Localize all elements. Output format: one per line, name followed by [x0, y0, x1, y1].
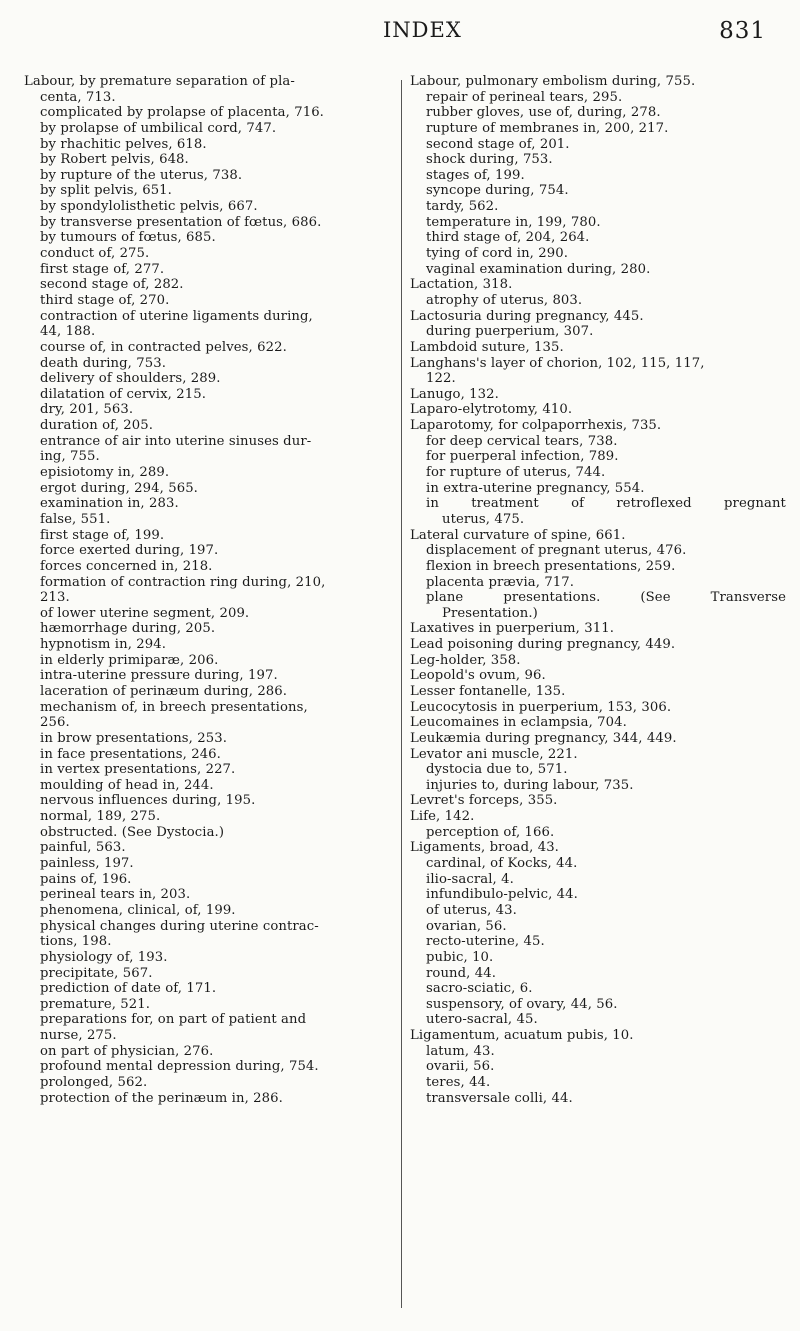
index-subentry: preparations for, on part of patient and [40, 1012, 307, 1028]
index-subentry: delivery of shoulders, 289. [40, 371, 221, 387]
index-subentry: tardy, 562. [426, 199, 499, 215]
index-entry: Leucocytosis in puerperium, 153, 306. [410, 699, 672, 715]
index-subentry: first stage of, 199. [40, 527, 165, 543]
index-subentry: painful, 563. [40, 840, 126, 856]
index-subentry: transversale colli, 44. [426, 1090, 573, 1106]
index-subentry: Presentation.) [442, 605, 538, 621]
index-subentry: by transverse presentation of fœtus, 686. [40, 214, 322, 230]
index-entry: Laparo-elytrotomy, 410. [410, 402, 573, 418]
index-subentry: by rhachitic pelves, 618. [40, 136, 207, 152]
index-subentry: phenomena, clinical, of, 199. [40, 902, 236, 918]
index-subentry: by spondylolisthetic pelvis, 667. [40, 199, 258, 215]
index-entry: Labour, by premature separation of pla- [24, 74, 295, 89]
index-subentry: pains of, 196. [40, 871, 132, 887]
index-subentry: shock during, 753. [426, 152, 553, 168]
index-subentry: formation of contraction ring during, 210, [40, 574, 326, 590]
index-subentry: vaginal examination during, 280. [426, 261, 651, 277]
index-word: presentations. [503, 590, 601, 606]
index-word: pregnant [724, 496, 786, 512]
index-word: Transverse [710, 590, 786, 606]
index-subentry: by prolapse of umbilical cord, 747. [40, 120, 277, 136]
index-entry: Leg-holder, 358. [410, 652, 521, 668]
index-subentry: hæmorrhage during, 205. [40, 621, 216, 637]
index-subentry: 44, 188. [40, 324, 96, 340]
index-subentry: perception of, 166. [426, 824, 555, 840]
index-subentry: false, 551. [40, 511, 111, 527]
index-subentry: 122. [426, 371, 456, 387]
index-subentry: hypnotism in, 294. [40, 637, 167, 653]
index-subentry: painless, 197. [40, 856, 134, 872]
index-subentry: contraction of uterine ligaments during, [40, 308, 313, 324]
index-subentry: ovarian, 56. [426, 918, 507, 934]
index-entry: Levator ani muscle, 221. [410, 746, 578, 762]
index-subentry: precipitate, 567. [40, 965, 153, 981]
index-subentry [410, 496, 788, 512]
index-subentry: in elderly primiparæ, 206. [40, 652, 219, 668]
index-subentry: second stage of, 201. [426, 136, 570, 152]
index-subentry: in face presentations, 246. [40, 746, 221, 762]
index-subentry: on part of physician, 276. [40, 1043, 214, 1059]
index-subentry: entrance of air into uterine sinuses dur- [40, 433, 312, 449]
index-subentry: infundibulo-pelvic, 44. [426, 887, 578, 903]
index-subentry: placenta prævia, 717. [426, 574, 575, 590]
index-entry: Langhans's layer of chorion, 102, 115, 117, [410, 355, 705, 371]
index-subentry: stages of, 199. [426, 167, 525, 183]
index-word: treatment [471, 496, 539, 512]
index-subentry: injuries to, during labour, 735. [426, 777, 634, 793]
index-subentry: nurse, 275. [40, 1028, 117, 1044]
index-subentry: repair of perineal tears, 295. [426, 89, 623, 105]
index-subentry: during puerperium, 307. [426, 324, 594, 340]
index-subentry: 256. [40, 715, 70, 731]
index-subentry: displacement of pregnant uterus, 476. [426, 543, 687, 559]
index-subentry: rupture of membranes in, 200, 217. [426, 120, 669, 136]
index-subentry: perineal tears in, 203. [40, 887, 191, 903]
index-word: (See [640, 590, 671, 606]
index-entry: Lateral curvature of spine, 661. [410, 527, 626, 543]
index-subentry: premature, 521. [40, 996, 151, 1012]
index-subentry: duration of, 205. [40, 418, 154, 434]
index-subentry: tions, 198. [40, 934, 112, 950]
index-entry: Levret's forceps, 355. [410, 793, 558, 809]
index-subentry: uterus, 475. [442, 511, 525, 527]
index-subentry: for deep cervical tears, 738. [426, 433, 618, 449]
index-subentry: ovarii, 56. [426, 1059, 495, 1075]
index-entry: Life, 142. [410, 809, 475, 825]
index-subentry: first stage of, 277. [40, 261, 165, 277]
index-subentry: temperature in, 199, 780. [426, 214, 601, 230]
index-subentry: of uterus, 43. [426, 902, 517, 918]
index-subentry: death during, 753. [40, 355, 167, 371]
index-subentry: dilatation of cervix, 215. [40, 386, 207, 402]
index-subentry: cardinal, of Kocks, 44. [426, 856, 578, 872]
column-divider [401, 80, 402, 1308]
index-subentry: conduct of, 275. [40, 246, 150, 262]
index-subentry: by tumours of fœtus, 685. [40, 230, 216, 246]
index-subentry: mechanism of, in breech presentations, [40, 699, 308, 715]
index-entry: Leukæmia during pregnancy, 344, 449. [410, 730, 677, 746]
index-subentry: course of, in contracted pelves, 622. [40, 339, 287, 355]
index-subentry: in brow presentations, 253. [40, 730, 228, 746]
index-subentry: suspensory, of ovary, 44, 56. [426, 996, 618, 1012]
index-subentry: forces concerned in, 218. [40, 558, 213, 574]
index-entry: Laxatives in puerperium, 311. [410, 621, 615, 637]
index-entry: Ligaments, broad, 43. [410, 840, 559, 856]
index-subentry: normal, 189, 275. [40, 809, 161, 825]
index-subentry: of lower uterine segment, 209. [40, 605, 250, 621]
index-subentry: physical changes during uterine contrac- [40, 918, 319, 934]
index-subentry: moulding of head in, 244. [40, 777, 214, 793]
index-subentry: by Robert pelvis, 648. [40, 152, 189, 168]
index-subentry: prolonged, 562. [40, 1075, 148, 1090]
index-entry: Ligamentum, acuatum pubis, 10. [410, 1028, 634, 1044]
index-subentry: round, 44. [426, 965, 497, 981]
index-subentry [410, 590, 788, 606]
index-subentry: complicated by prolapse of placenta, 716. [40, 105, 324, 121]
index-word: retroflexed [616, 496, 692, 512]
index-entry: Lesser fontanelle, 135. [410, 683, 566, 699]
index-subentry: examination in, 283. [40, 496, 179, 512]
index-subentry: by rupture of the uterus, 738. [40, 167, 243, 183]
index-subentry: second stage of, 282. [40, 277, 184, 293]
index-entry: Lactosuria during pregnancy, 445. [410, 308, 644, 324]
index-subentry: for puerperal infection, 789. [426, 449, 619, 465]
index-subentry: prediction of date of, 171. [40, 981, 217, 997]
index-subentry: 213. [40, 590, 70, 606]
index-subentry: utero-sacral, 45. [426, 1012, 538, 1028]
index-subentry: by split pelvis, 651. [40, 183, 172, 199]
index-subentry: episiotomy in, 289. [40, 465, 170, 481]
index-subentry: recto-uterine, 45. [426, 934, 545, 950]
index-entry: Labour, pulmonary embolism during, 755. [410, 74, 696, 89]
index-subentry: latum, 43. [426, 1043, 495, 1059]
index-subentry: for rupture of uterus, 744. [426, 465, 606, 481]
index-subentry: teres, 44. [426, 1075, 491, 1090]
index-subentry: protection of the perinæum in, 286. [40, 1090, 283, 1106]
index-subentry: profound mental depression during, 754. [40, 1059, 319, 1075]
index-subentry: dystocia due to, 571. [426, 762, 568, 778]
index-entry: Lactation, 318. [410, 277, 513, 293]
index-word: in [426, 496, 439, 512]
index-subentry: in extra-uterine pregnancy, 554. [426, 480, 645, 496]
running-head [0, 14, 800, 50]
index-entry: Laparotomy, for colpaporrhexis, 735. [410, 418, 662, 434]
index-entry: Lead poisoning during pregnancy, 449. [410, 637, 676, 653]
index-subentry: flexion in breech presentations, 259. [426, 558, 676, 574]
index-subentry: in vertex presentations, 227. [40, 762, 236, 778]
index-subentry: ergot during, 294, 565. [40, 480, 198, 496]
index-subentry: pubic, 10. [426, 949, 494, 965]
index-column-left [24, 74, 396, 1106]
index-subentry: syncope during, 754. [426, 183, 569, 199]
index-subentry: ing, 755. [40, 449, 100, 465]
index-subentry: obstructed. (See Dystocia.) [40, 824, 225, 840]
index-column-right [410, 74, 788, 1106]
index-subentry: laceration of perinæum during, 286. [40, 683, 288, 699]
index-subentry: centa, 713. [40, 89, 116, 105]
index-subentry: tying of cord in, 290. [426, 246, 569, 262]
index-word: plane [426, 590, 464, 606]
index-subentry: sacro-sciatic, 6. [426, 981, 533, 997]
page-number: 831 [719, 18, 766, 44]
index-entry: Lambdoid suture, 135. [410, 339, 564, 355]
index-subentry: rubber gloves, use of, during, 278. [426, 105, 661, 121]
index-entry: Leopold's ovum, 96. [410, 668, 546, 684]
index-subentry: dry, 201, 563. [40, 402, 134, 418]
page-title: INDEX [383, 18, 462, 42]
index-subentry: atrophy of uterus, 803. [426, 292, 583, 308]
index-entry: Lanugo, 132. [410, 386, 499, 402]
index-subentry: physiology of, 193. [40, 949, 168, 965]
index-entry: Leucomaines in eclampsia, 704. [410, 715, 627, 731]
index-subentry: force exerted during, 197. [40, 543, 219, 559]
index-subentry: third stage of, 204, 264. [426, 230, 590, 246]
index-subentry: intra-uterine pressure during, 197. [40, 668, 278, 684]
index-word: of [571, 496, 585, 512]
index-subentry: third stage of, 270. [40, 292, 170, 308]
index-subentry: nervous influences during, 195. [40, 793, 256, 809]
index-subentry: ilio-sacral, 4. [426, 871, 514, 887]
